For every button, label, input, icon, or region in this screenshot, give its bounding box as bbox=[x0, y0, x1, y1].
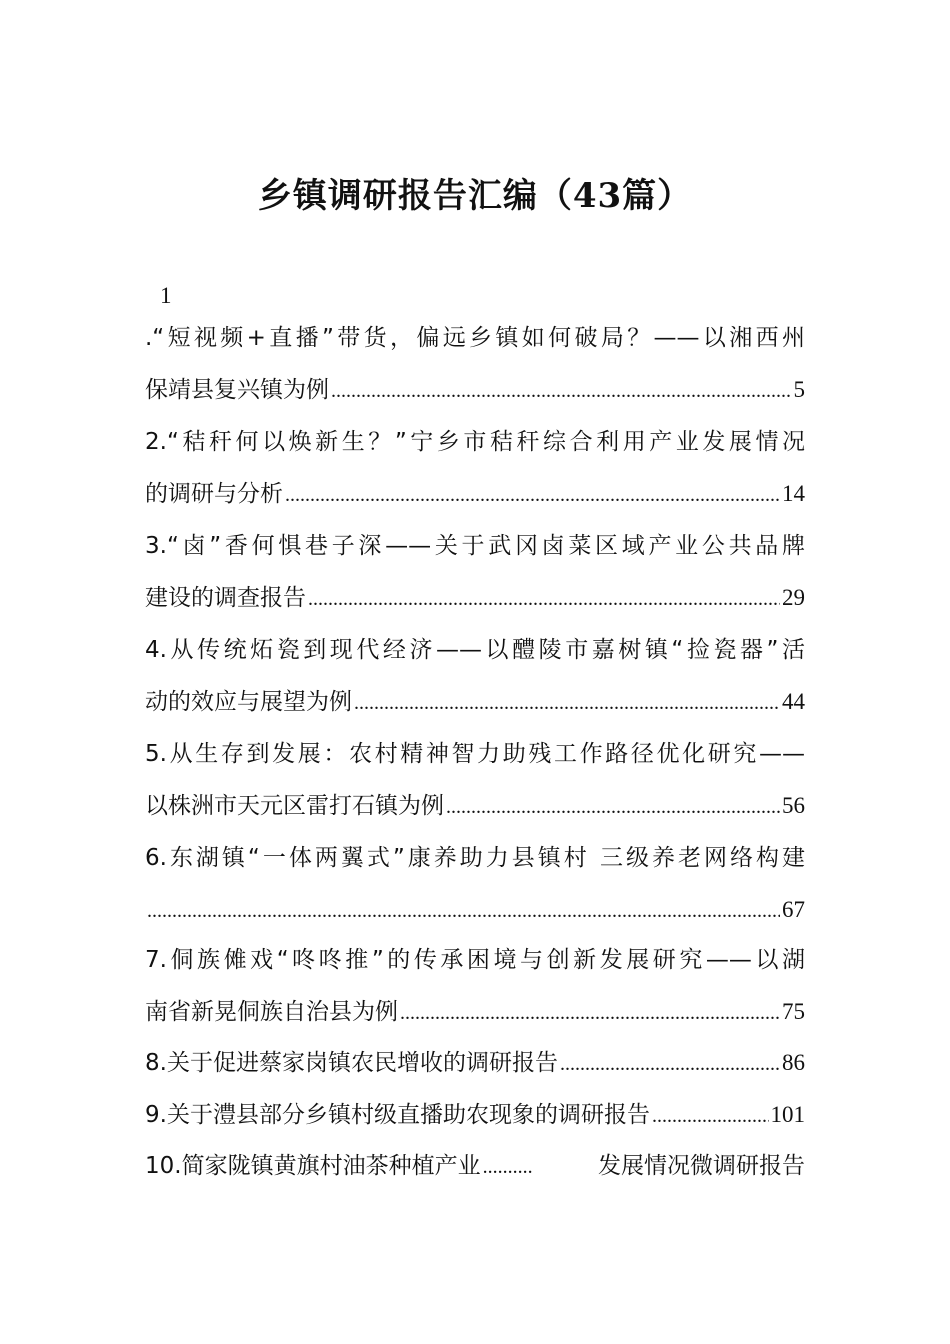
toc-entry-8: 8.关于促进蔡家岗镇农民增收的调研报告 ..... 86 bbox=[145, 1048, 805, 1078]
toc-entry-5-line1: 5.从生存到发展：农村精神智力助残工作路径优化研究—— bbox=[145, 741, 805, 767]
toc-entry-3-line1: 3.“卤”香何惧巷子深——关于武冈卤菜区域产业公共品牌 bbox=[145, 533, 805, 559]
toc-entry-2-line2: 的调研与分析 ..... 14 bbox=[145, 479, 805, 509]
toc-page-number: 56 bbox=[782, 793, 805, 818]
toc-page-number: 14 bbox=[782, 481, 805, 506]
toc-entry-5-line2: 以株洲市天元区雷打石镇为例 ..... 56 bbox=[145, 791, 805, 821]
toc-entry-2-line1: 2.“秸秆何以焕新生？”宁乡市秸秆综合利用产业发展情况 bbox=[145, 429, 805, 455]
toc-entry-7-line2: 南省新晃侗族自治县为例 ..... 75 bbox=[145, 997, 805, 1027]
toc-leader-dots bbox=[331, 376, 792, 405]
document-title: 乡镇调研报告汇编（43篇） bbox=[257, 176, 693, 216]
toc-page-number: 101 bbox=[770, 1102, 805, 1127]
toc-page-number: 29 bbox=[782, 585, 805, 610]
toc-entry-6-line2 bbox=[145, 895, 805, 925]
toc-entry-4-line1: 4.从传统炻瓷到现代经济——以醴陵市嘉树镇“捡瓷器”活 bbox=[145, 637, 805, 663]
toc-entry-3-line2: 建设的调查报告 ..... 29 bbox=[145, 583, 805, 613]
toc-leader-dots bbox=[285, 480, 780, 509]
toc-leader-dots bbox=[652, 1101, 769, 1130]
toc-entry-7-line1: 7.侗族傩戏“咚咚推”的传承困境与创新发展研究——以湖 bbox=[145, 947, 805, 973]
toc-page-number: 67 bbox=[782, 897, 805, 922]
toc-leader-dots bbox=[147, 896, 780, 925]
toc-page-number: 5 bbox=[793, 377, 805, 402]
toc-leader-dots bbox=[446, 792, 780, 821]
toc-leader-dots bbox=[354, 688, 780, 717]
toc-leader-dots bbox=[560, 1049, 780, 1078]
toc-entry-9: 9.关于澧县部分乡镇村级直播助农现象的调研报告 ..... 101 bbox=[145, 1100, 805, 1130]
toc-entry-10: 10.简家陇镇黄旗村油茶种植产业 .......... 发展情况微调研报告 bbox=[145, 1151, 805, 1181]
toc-leader-dots: .......... bbox=[482, 1156, 533, 1178]
toc-entry-1-line1: .“短视频+直播”带货，偏远乡镇如何破局？——以湘西州 bbox=[145, 325, 805, 351]
toc-page-number: 86 bbox=[782, 1050, 805, 1075]
toc-entry-1-line2: 保靖县复兴镇为例 ..... 5 bbox=[145, 375, 805, 405]
toc-leader-dots bbox=[308, 584, 780, 613]
toc-entry-4-line2: 动的效应与展望为例 ..... 44 bbox=[145, 687, 805, 717]
toc-page-number: 44 bbox=[782, 689, 805, 714]
toc-entry-6-line1: 6.东湖镇“一体两翼式”康养助力县镇村 三级养老网络构建 bbox=[145, 845, 805, 871]
toc-page-number: 75 bbox=[782, 999, 805, 1024]
toc-marker: 1 bbox=[160, 283, 172, 308]
toc-leader-dots bbox=[400, 998, 780, 1027]
